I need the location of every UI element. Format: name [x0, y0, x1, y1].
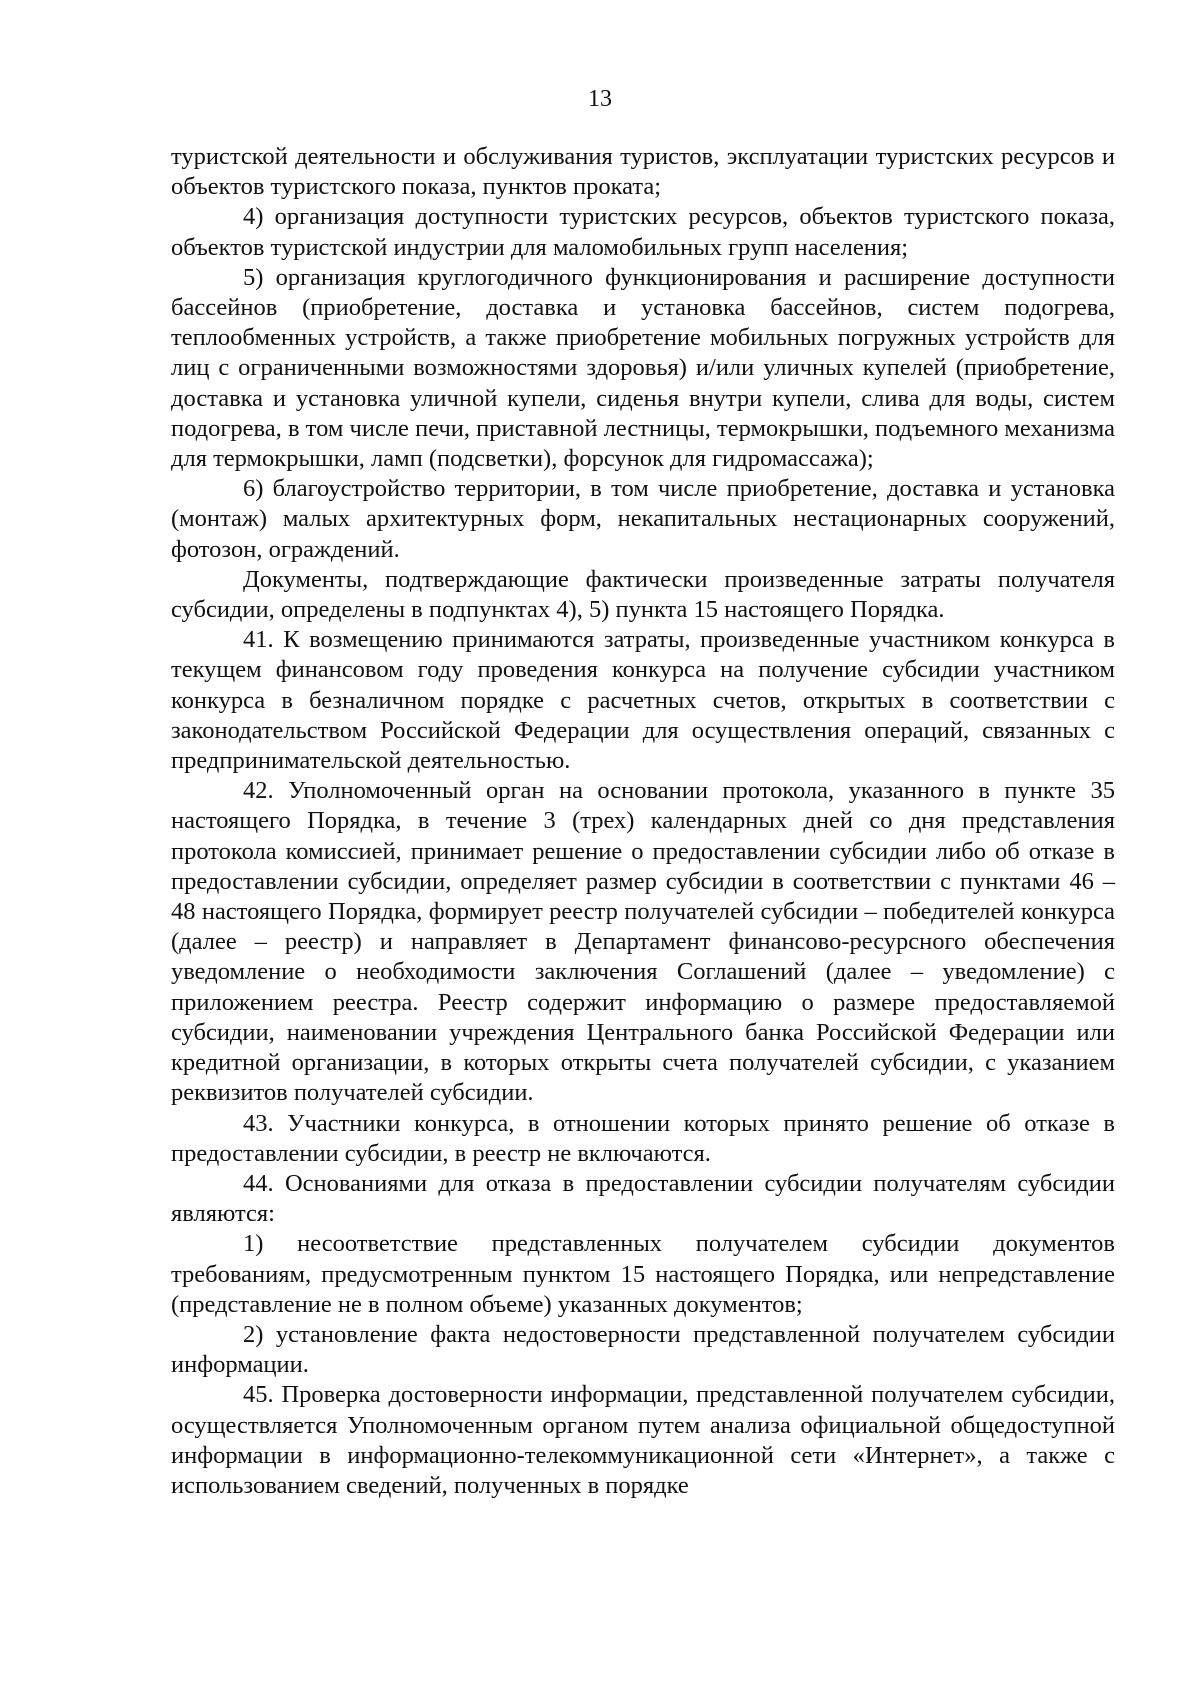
clause-45: 45. Проверка достоверности информации, представленной получателем субсидии, осуществляется Уполномоченным органом путем анализа официальной общедоступной информации в информационно-телекоммуникационной сети «Интернет», а также с использованием сведений, полученных в порядке: [171, 1381, 1115, 1499]
paragraph-documents: Документы, подтверждающие фактически произведенные затраты получателя субсидии, определены в подпунктах 4), 5) пункта 15 настоящего Порядка.: [171, 565, 1115, 624]
list-item-5: 5) организация круглогодичного функционирования и расширение доступности бассейнов (приобретение, доставка и установка бассейнов, систем подогрева, теплообменных устройств, а также приобретение мобильных погружных устройств для лиц с ограниченными возможностями здоровья) и/или уличных купелей (приобретение, доставка и установка уличной купели, сиденья внутри купели, слива для воды, систем подогрева, в том числе печи, приставной лестницы, термокрышки, подъемного механизма для термокрышки, ламп (подсветки), форсунок для гидромассажа);: [171, 263, 1115, 473]
page-number: 13: [588, 86, 612, 112]
clause-42: 42. Уполномоченный орган на основании протокола, указанного в пункте 35 настоящего Порядка, в течение 3 (трех) календарных дней со дня представления протокола комиссией, принимает решение о предоставлении субсидии либо об отказе в предоставлении субсидии, определяет размер субсидии в соответствии с пунктами 46 – 48 настоящего Порядка, формирует реестр получателей субсидии – победителей конкурса (далее – реестр) и направляет в Департамент финансово-ресурсного обеспечения уведомление о необходимости заключения Соглашений (далее – уведомление) с приложением реестра. Реестр содержит информацию о размере предоставляемой субсидии, наименовании учреждения Центрального банка Российской Федерации или кредитной организации, в которых открыты счета получателей субсидии, с указанием реквизитов получателей субсидии.: [171, 777, 1115, 1107]
paragraph-continuation: туристской деятельности и обслуживания туристов, эксплуатации туристских ресурсов и объектов туристского показа, пунктов проката;: [171, 143, 1115, 201]
clause-41: 41. К возмещению принимаются затраты, произведенные участником конкурса в текущем финансовом году проведения конкурса на получение субсидии участником конкурса в безналичном порядке с расчетных счетов, открытых в соответствии с законодательством Российской Федерации для осуществления операций, связанных с предпринимательской деятельностью.: [171, 626, 1115, 775]
clause-44-item-2: 2) установление факта недостоверности представленной получателем субсидии информации.: [171, 1320, 1115, 1379]
clause-44: 44. Основаниями для отказа в предоставлении субсидии получателям субсидии являются:: [171, 1169, 1115, 1228]
list-item-6: 6) благоустройство территории, в том числе приобретение, доставка и установка (монтаж) малых архитектурных форм, некапитальных нестационарных сооружений, фотозон, ограждений.: [171, 475, 1115, 563]
clause-43: 43. Участники конкурса, в отношении которых принято решение об отказе в предоставлении субсидии, в реестр не включаются.: [171, 1109, 1115, 1167]
clause-44-item-1: 1) несоответствие представленных получателем субсидии документов требованиям, предусмотренным пунктом 15 настоящего Порядка, или непредставление (представление не в полном объеме) указанных документов;: [171, 1230, 1115, 1318]
document-body: [171, 142, 1115, 1501]
list-item-4: 4) организация доступности туристских ресурсов, объектов туристского показа, объектов туристской индустрии для маломобильных групп населения;: [171, 203, 1115, 261]
